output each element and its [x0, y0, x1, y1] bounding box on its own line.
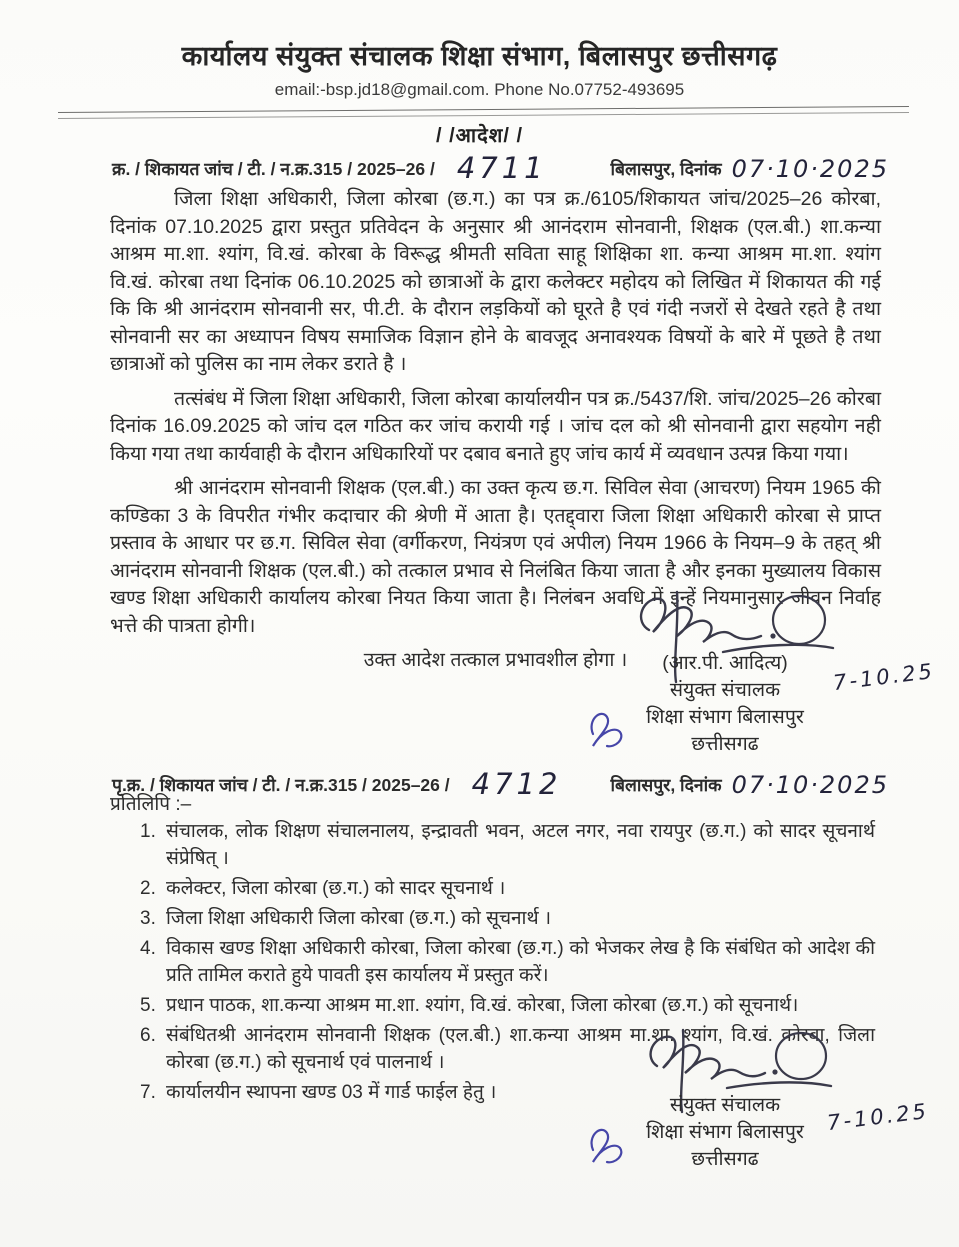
copy-item-text: प्रधान पाठक, शा.कन्या आश्रम मा.शा. श्यांग, वि.खं. कोरबा, जिला कोरबा (छ.ग.) को सूचनार्थ।	[166, 995, 799, 1016]
order-body	[110, 186, 881, 682]
handwritten-signature-date: 7-10.25	[831, 658, 937, 696]
copy-item-3	[140, 905, 875, 932]
copy-item-number: 5.	[140, 995, 156, 1016]
handwritten-date-2: 07·10·2025	[731, 771, 889, 799]
signatory-state: छत्तीसगढ	[691, 1148, 759, 1170]
copy-item-number: 4.	[140, 938, 156, 959]
signature-block-1	[555, 650, 937, 758]
order-heading: / /आदेश/ /	[436, 125, 523, 147]
copy-item-number: 3.	[140, 908, 156, 929]
signatory-designation: संयुक्त संचालक	[669, 679, 781, 701]
reference-number-prefix: क्र. / शिकायत जांच / टी. / न.क्र.315 / 2025–26 /	[112, 159, 435, 179]
handwritten-signature-date: 7-10.25	[825, 1098, 931, 1136]
reference-line-1	[112, 148, 889, 185]
copy-item-1	[140, 818, 875, 872]
body-paragraph-3: श्री आनंदराम सोनवानी शिक्षक (एल.बी.) का उक्त कृत्य छ.ग. सिविल सेवा (आचरण) नियम 1965 की कण्डिका 3 के विपरीत गंभीर कदाचार की श्रेणी में आता है। एतद्द्वारा जिला शिक्षा अधिकारी कोरबा से प्राप्त प्रस्ताव के आधार पर छ.ग. सिविल सेवा (वर्गीकरण, नियंत्रण एवं अपील) नियम 1966 के नियम–9 के तहत् श्री आनंदराम सोनवानी शिक्षक (एल.बी.) को तत्काल प्रभाव से निलंबित किया जाता है और इनका मुख्यालय विकास खण्ड शिक्षा अधिकारी कार्यालय कोरबा नियत किया जाता है। निलंबन अवधि में इन्हें नियमानुसार जीवन निर्वाह भत्ते की पात्रता होगी।	[110, 477, 881, 637]
signatory-designation: संयुक्त संचालक	[669, 1094, 781, 1116]
signatory-division: शिक्षा संभाग बिलासपुर	[646, 706, 804, 728]
copy-item-text: विकास खण्ड शिक्षा अधिकारी कोरबा, जिला कोरबा (छ.ग.) को भेजकर लेख है कि संबंधित को आदेश की प्रति तामिल कराते हुये पावती इस कार्यालय में प्रस्तुत करें।	[166, 938, 875, 986]
copy-item-text: कार्यालयीन स्थापना खण्ड 03 में गार्ड फाईल हेतु ।	[166, 1082, 497, 1103]
copy-item-4	[140, 935, 875, 989]
copies-list	[140, 818, 875, 1109]
handwritten-dispatch-number: 4711	[456, 151, 547, 185]
handwritten-dispatch-number-2: 4712	[471, 767, 562, 801]
copy-item-text: संबंधितश्री आनंदराम सोनवानी शिक्षक (एल.बी.) शा.कन्या आश्रम मा.शा. श्यांग, वि.खं. कोरबा, जिला कोरबा (छ.ग.) को सूचनार्थ एवं पालनार्थ ।	[166, 1025, 875, 1073]
signature-block-2	[555, 1092, 931, 1173]
body-paragraph-1: जिला शिक्षा अधिकारी, जिला कोरबा (छ.ग.) का पत्र क्र./6105/शिकायत जांच/2025–26 कोरबा, दिनांक 07.10.2025 द्वारा प्रस्तुत प्रतिवेदन के अनुसार श्री आनंदराम सोनवानी, शिक्षक (एल.बी.) शा.कन्या आश्रम मा.शा. श्यांग, वि.खं. कोरबा के विरूद्ध श्रीमती सविता साहू शिक्षिका शा. कन्या आश्रम मा.शा. श्यांग वि.खं. कोरबा तथा दिनांक 06.10.2025 को छात्राओं के द्वारा कलेक्टर महोदय को लिखित में शिकायत की गई कि कि श्री आनंदराम सोनवानी सर, पी.टी. के दौरान लड़कियों को घूरते है एवं गंदी नजरों से देखते रहते है तथा सोनवानी सर का अध्यापन विषय समाजिक विज्ञान होने के बावजूद अनावश्यक विषयों के बारे में पूछते है तथा छात्राओं को पुलिस का नाम लेकर डराते है ।	[110, 188, 881, 375]
place-date-label-2: बिलासपुर, दिनांक	[610, 775, 722, 795]
order-effective-line: उक्त आदेश तत्काल प्रभावशील होगा ।	[363, 649, 628, 671]
copy-item-6	[140, 1022, 875, 1076]
header-divider	[58, 106, 909, 119]
contact-line: email:-bsp.jd18@gmail.com. Phone No.07752-493695	[274, 80, 685, 99]
copies-label: प्रतिलिपि :–	[110, 794, 192, 815]
copy-item-5	[140, 992, 875, 1019]
endorsement-number-prefix: पृ.क्र. / शिकायत जांच / टी. / न.क्र.315 / 2025–26 /	[112, 775, 450, 795]
signatory-division: शिक्षा संभाग बिलासपुर	[646, 1121, 804, 1143]
copy-item-number: 1.	[140, 821, 156, 842]
copy-item-number: 2.	[140, 878, 156, 899]
place-date-label: बिलासपुर, दिनांक	[610, 159, 722, 179]
handwritten-date: 07·10·2025	[731, 155, 889, 183]
copy-item-number: 6.	[140, 1025, 156, 1046]
copy-item-number: 7.	[140, 1082, 156, 1103]
body-paragraph-2: तत्संबंध में जिला शिक्षा अधिकारी, जिला कोरबा कार्यालयीन पत्र क्र./5437/शि. जांच/2025–26 कोरबा दिनांक 16.09.2025 को जांच दल गठित कर जांच करायी गई । जांच दल को श्री सोनवानी द्वारा सहयोग नही किया गया तथा कार्यवाही के दौरान अधिकारियों पर दबाव बनाते हुए जांच कार्य में व्यवधान उत्पन्न किया गया।	[110, 387, 881, 465]
office-title: कार्यालय संयुक्त संचालक शिक्षा संभाग, बिलासपुर छत्तीसगढ़	[181, 41, 778, 71]
signatory-state: छत्तीसगढ	[691, 733, 759, 755]
copy-item-text: कलेक्टर, जिला कोरबा (छ.ग.) को सादर सूचनार्थ ।	[166, 878, 506, 899]
copy-item-text: संचालक, लोक शिक्षण संचालनालय, इन्द्रावती भवन, अटल नगर, नवा रायपुर (छ.ग.) को सादर सूचनार्थ संप्रेषित् ।	[166, 821, 875, 869]
copy-item-text: जिला शिक्षा अधिकारी जिला कोरबा (छ.ग.) को सूचनार्थ ।	[166, 908, 552, 929]
copy-item-2	[140, 875, 875, 902]
reference-line-2	[112, 764, 889, 801]
signatory-name: (आर.पी. आदित्य)	[662, 652, 788, 674]
